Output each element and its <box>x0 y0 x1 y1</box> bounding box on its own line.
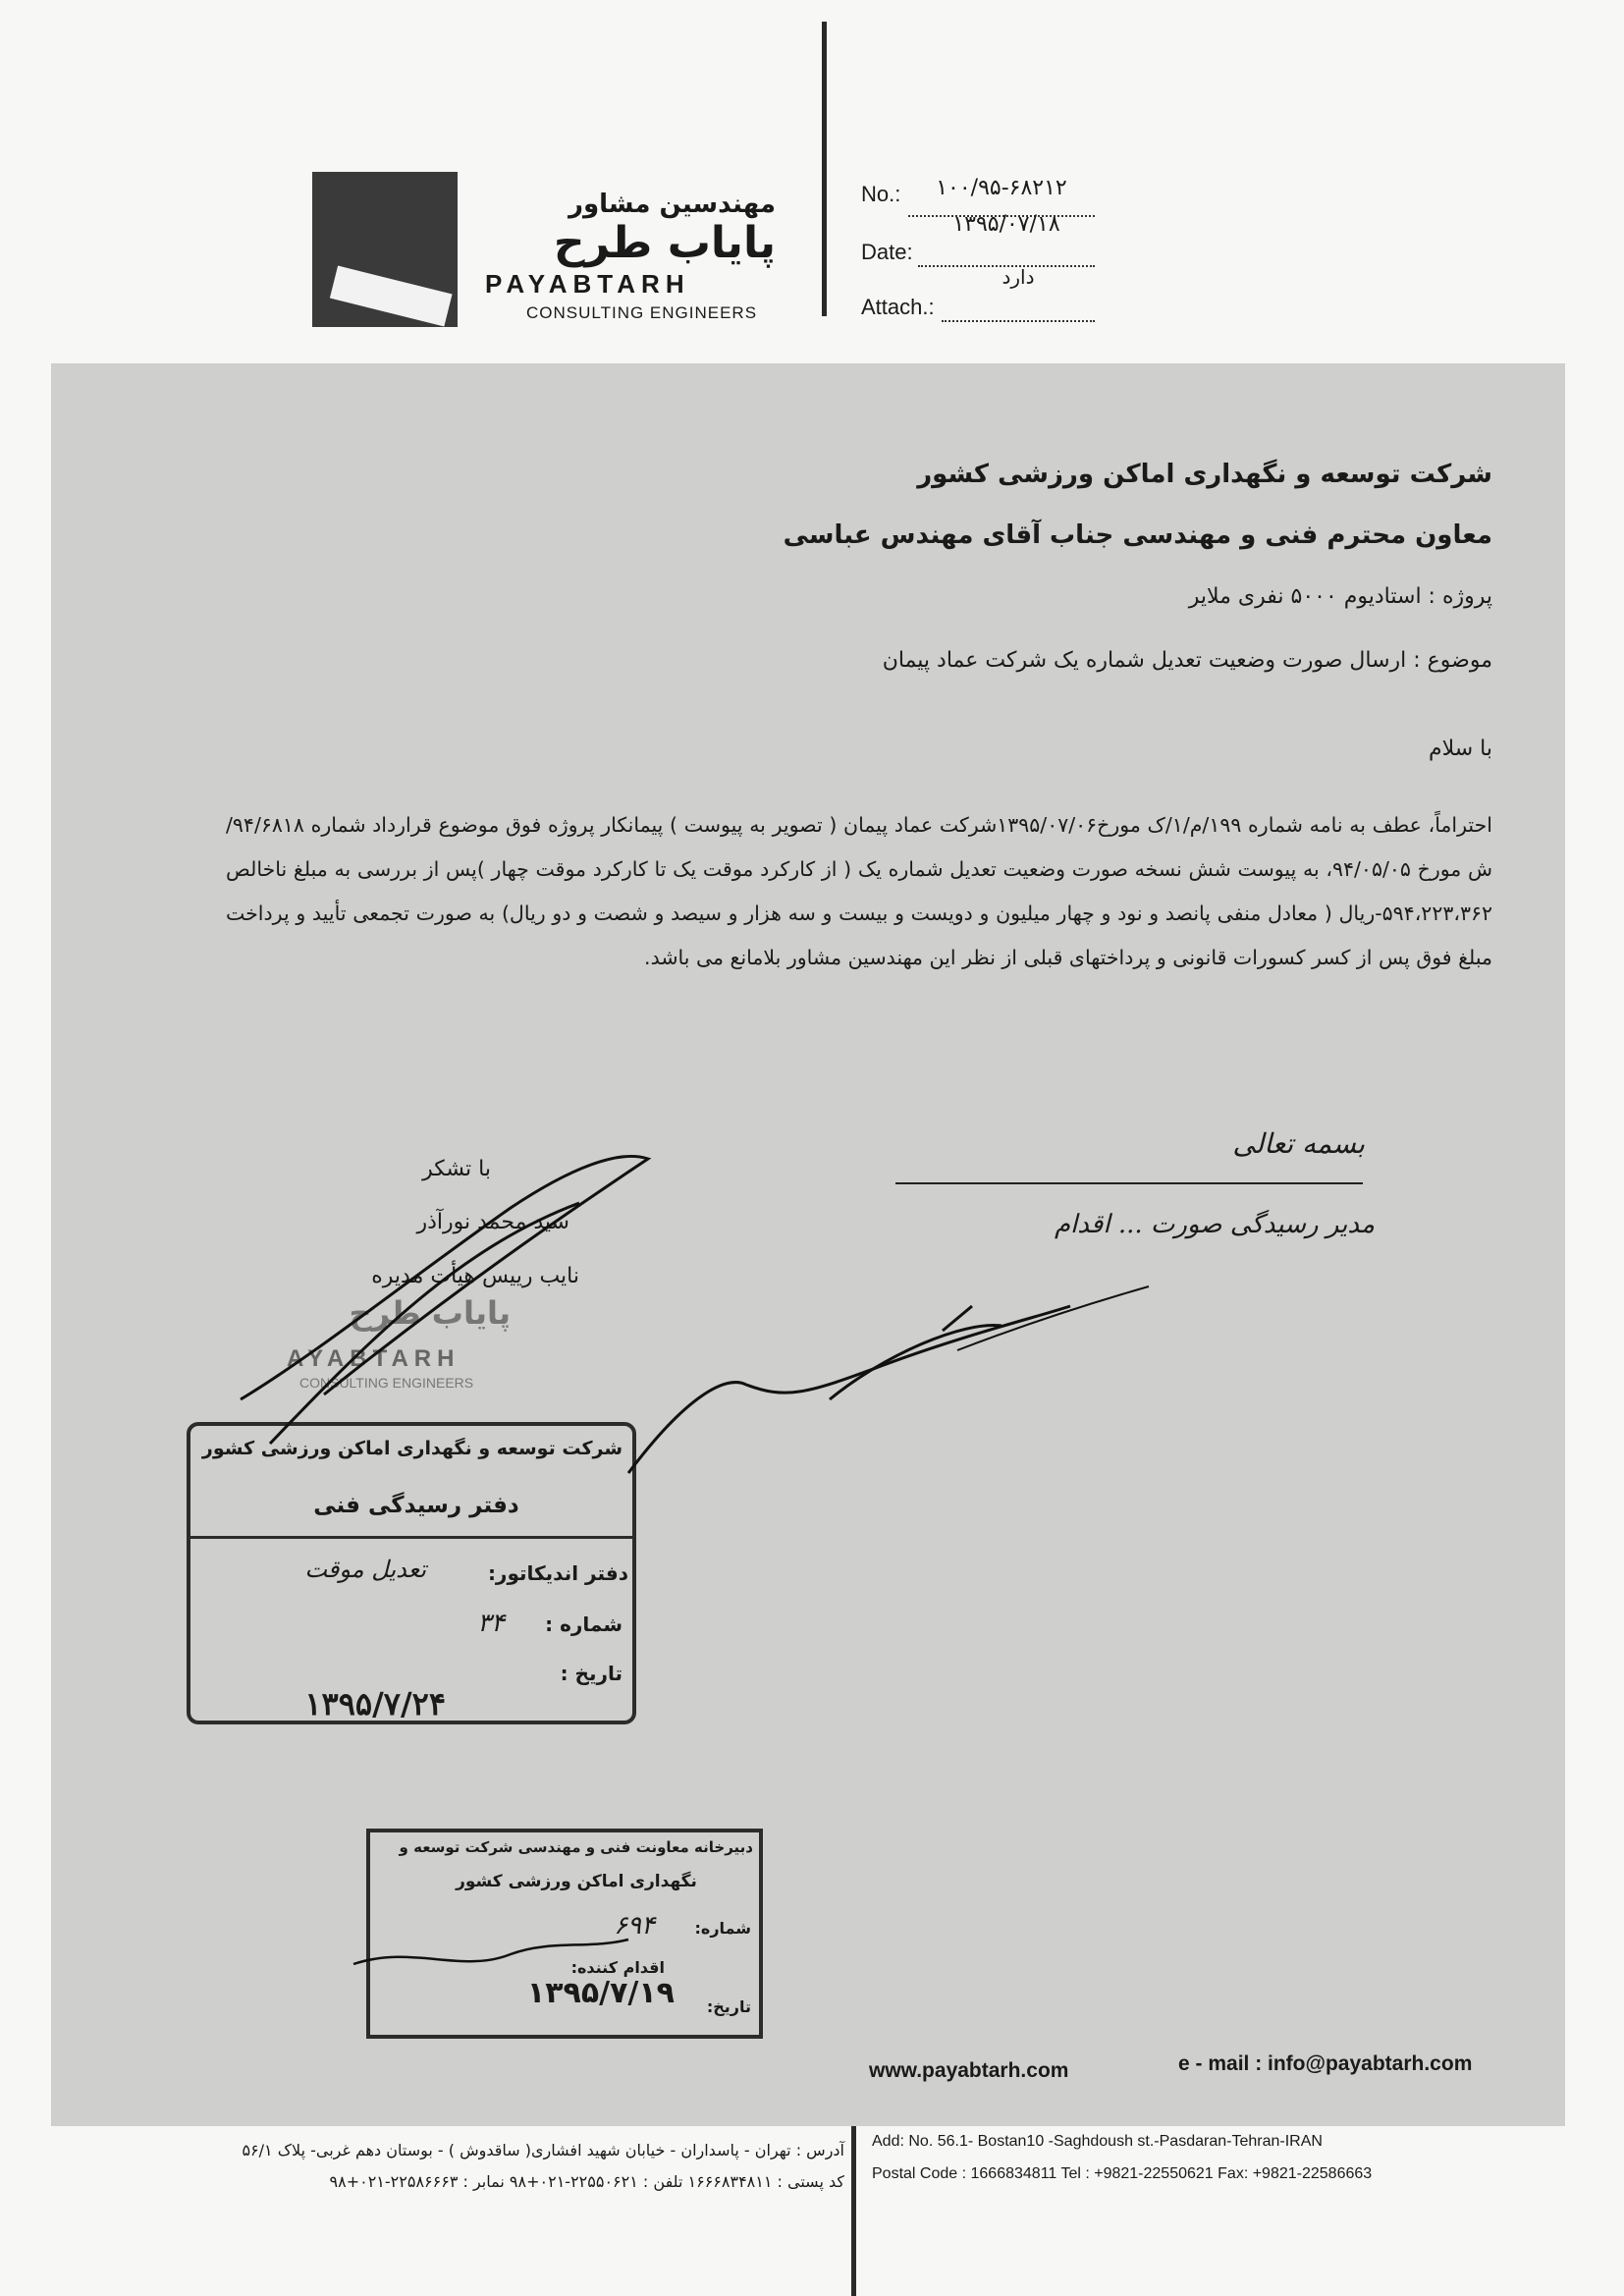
footer-phones-english: Postal Code : 1666834811 Tel : +9821-22550621 Fax: +9821-22586663 <box>872 2165 1373 2182</box>
stamp2-date-label: تاریخ: <box>706 1997 751 2016</box>
footer-divider <box>851 2126 856 2296</box>
stamp1-org: شرکت توسعه و نگهداری اماکن ورزشی کشور <box>201 1438 623 1459</box>
letter-date-label: Date: <box>861 240 913 264</box>
handwritten-referral: مدیر رسیدگی صورت ... اقدام <box>1054 1210 1375 1239</box>
stamp2-number-value: ۶۹۴ <box>614 1911 655 1941</box>
recipient-line-1: شرکت توسعه و نگهداری اماکن ورزشی کشور <box>917 460 1492 489</box>
signer-name: سید محمد نورآذر <box>416 1210 569 1234</box>
company-email: e - mail : info@payabtarh.com <box>1178 2052 1473 2075</box>
logo-persian-name: پایاب طرح <box>553 218 776 268</box>
seal-latin-subtitle: CONSULTING ENGINEERS <box>299 1375 474 1391</box>
greeting: با سلام <box>1428 737 1492 761</box>
seal-latin: AYABTARH <box>287 1345 460 1372</box>
stamp1-date-label: تاریخ : <box>560 1662 623 1685</box>
project-line: پروژه : استادیوم ۵۰۰۰ نفری ملایر <box>1188 584 1492 609</box>
letter-attach-label: Attach.: <box>861 295 935 319</box>
stamp1-number-label: شماره : <box>545 1613 623 1636</box>
letter-attach-value: دارد <box>1001 265 1035 289</box>
letter-number-label: No.: <box>861 182 901 206</box>
footer-address-english: Add: No. 56.1- Bostan10 -Saghdoush st.-Pasdaran-Tehran-IRAN <box>872 2133 1323 2150</box>
stamp2-org-line1: دبیرخانه معاونت فنی و مهندسی شرکت توسعه و <box>399 1838 753 1856</box>
stamp1-indicator-label: دفتر اندیکاتور: <box>487 1561 628 1585</box>
stamp2-org-line2: نگهداری اماکن ورزشی کشور <box>456 1872 697 1891</box>
stamp2-date-value: ۱۳۹۵/۷/۱۹ <box>526 1976 675 2010</box>
letter-body: احتراماً، عطف به نامه شماره ۱۹۹/م/۱/ک مورخ۱۳۹۵/۰۷/۰۶شرکت عماد پیمان ( تصویر به پیوست ) پیمانکار پروژه فوق موضوع قرارداد شماره ۹۴/۶۸۱۸/ش مورخ ۹۴/۰۵/۰۵، به پیوست شش نسخه صورت وضعیت تعدیل شماره یک ( از کارکرد موقت یک تا کارکرد موقت چهار )پس از بررسی به مبلغ ناخالص ۵۹۴،۲۲۳،۳۶۲-ریال ( معادل منفی پانصد و نود و چهار میلیون و دویست و بیست و سه هزار و سیصد و شصت و دو ریال) به صورت تجمعی تأیید و پرداخت مبلغ فوق پس از کسر کسورات قانونی و پرداختهای قبلی از نظر این مهندسین مشاور بلامانع می باشد. <box>226 813 1493 969</box>
logo-latin-subtitle: CONSULTING ENGINEERS <box>526 303 758 322</box>
company-website: www.payabtarh.com <box>869 2059 1069 2082</box>
logo-latin-name: PAYABTARH <box>485 269 690 299</box>
stamp1-date-value: ۱۳۹۵/۷/۲۴ <box>304 1685 446 1722</box>
closing-line: با تشکر <box>422 1157 491 1181</box>
recipient-line-2: معاون محترم فنی و مهندسی جناب آقای مهندس عباسی <box>783 520 1492 550</box>
logo-persian-small: مهندسین مشاور <box>568 190 776 219</box>
handwritten-basmala: بسمه تعالی <box>1232 1127 1365 1160</box>
seal-persian: پایاب طرح <box>349 1294 511 1332</box>
stamp1-indicator-value: تعدیل موقت <box>304 1556 426 1583</box>
letter-number-value: ۱۰۰/۹۵-۶۸۲۱۲ <box>936 176 1067 200</box>
signer-title: نایب رییس هیأت مدیره <box>371 1264 579 1288</box>
letter-date-value: ۱۳۹۵/۰۷/۱۸ <box>952 212 1060 237</box>
footer-address-persian: آدرس : تهران - پاسداران - خیابان شهید افشاری( ساقدوش ) - بوستان دهم غربی- پلاک ۵۶/۱ <box>242 2141 844 2159</box>
stamp2-number-label: شماره: <box>694 1919 751 1938</box>
footer-phones-persian: کد پستی : ۱۶۶۶۸۳۴۸۱۱ تلفن : ۲۲۵۵۰۶۲۱-۰۲۱+۹۸ نمابر : ۲۲۵۸۶۶۶۳-۰۲۱+۹۸ <box>329 2172 844 2191</box>
stamp1-number-value: ۳۴ <box>477 1609 505 1638</box>
stamp1-office: دفتر رسیدگی فنی <box>313 1493 519 1518</box>
stamp2-action-label: اقدام کننده: <box>570 1958 665 1977</box>
subject-line: موضوع : ارسال صورت وضعیت تعدیل شماره یک شرکت عماد پیمان <box>882 648 1492 673</box>
